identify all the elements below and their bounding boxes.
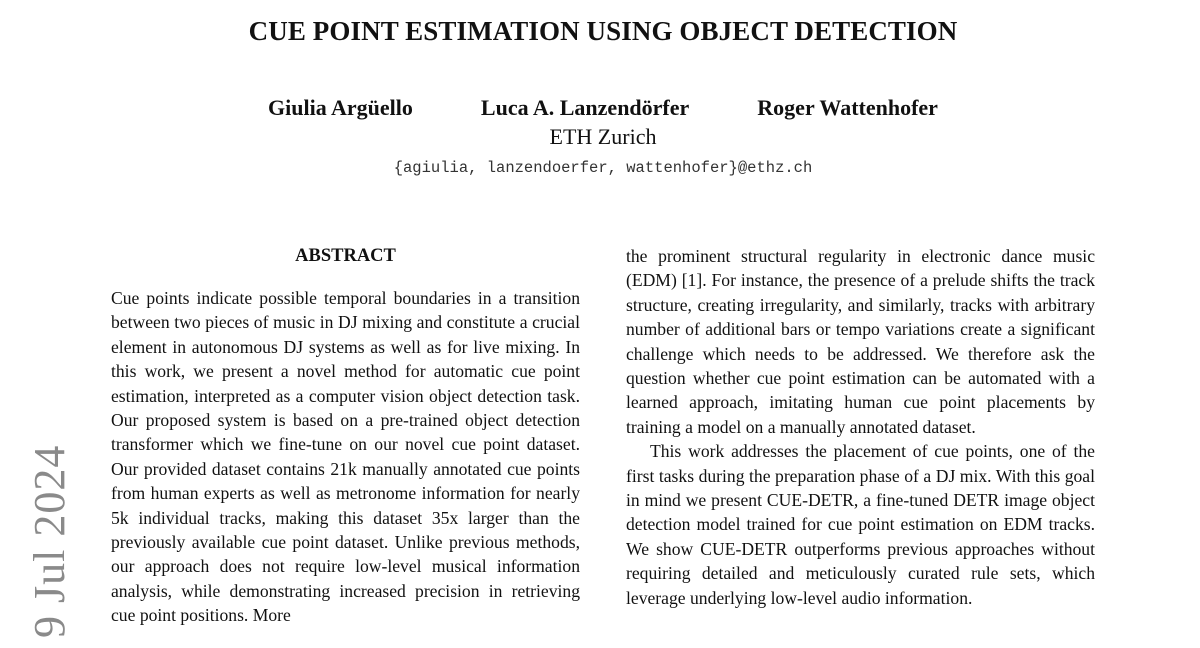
abstract-column	[111, 244, 580, 628]
intro-paragraph-2: This work addresses the placement of cue points, one of the first tasks during the preparation phase of a DJ mix. With this goal in mind we present CUE-DETR, a fine-tuned DETR image object detection model trained for cue point estimation on EDM tracks. We show CUE-DETR outperforms previous approaches without requiring detailed and meticulously curated rule sets, which leverage underlying low-level audio information.	[626, 441, 1095, 608]
arxiv-date-stamp: 9 Jul 2024	[25, 444, 74, 638]
abstract-text: Cue points indicate possible temporal boundaries in a transition between two pieces of music in DJ mixing and constitute a crucial element in autonomous DJ systems as well as for live mixing. In this work, we present a novel method for automatic cue point estimation, interpreted as a computer vision object detection task. Our proposed system is based on a pre-trained object detection transformer which we fine-tune on our novel cue point dataset. Our provided dataset contains 21k manually annotated cue points from human experts as well as metronome information for nearly 5k individual tracks, making this dataset 35x larger than the previously available cue point dataset. Unlike previous methods, our approach does not require low-level musical information analysis, while demonstrating increased precision in retrieving cue point positions. More	[111, 288, 580, 626]
author-name: Roger Wattenhofer	[757, 95, 938, 120]
author-name: Giulia Argüello	[268, 95, 413, 120]
introduction-column	[626, 244, 1095, 610]
intro-paragraph-1: the prominent structural regularity in electronic dance music (EDM) [1]. For instance, the presence of a prelude shifts the track structure, creating irregularity, and similarly, tracks with arbitrary number of additional bars or tempo variations create a significant challenge which needs to be addressed. We therefore ask the question whether cue point estimation can be automated with a learned approach, imitating human cue point placements by training a model on a manually annotated dataset.	[626, 246, 1095, 437]
affiliation: ETH Zurich	[549, 124, 657, 149]
author-emails: {agiulia, lanzendoerfer, wattenhofer}@ethz.ch	[393, 159, 813, 177]
paper-title: CUE POINT ESTIMATION USING OBJECT DETECTION	[248, 16, 958, 46]
author-name: Luca A. Lanzendörfer	[480, 95, 690, 120]
abstract-heading: ABSTRACT	[295, 246, 396, 266]
author-list	[0, 95, 1200, 121]
